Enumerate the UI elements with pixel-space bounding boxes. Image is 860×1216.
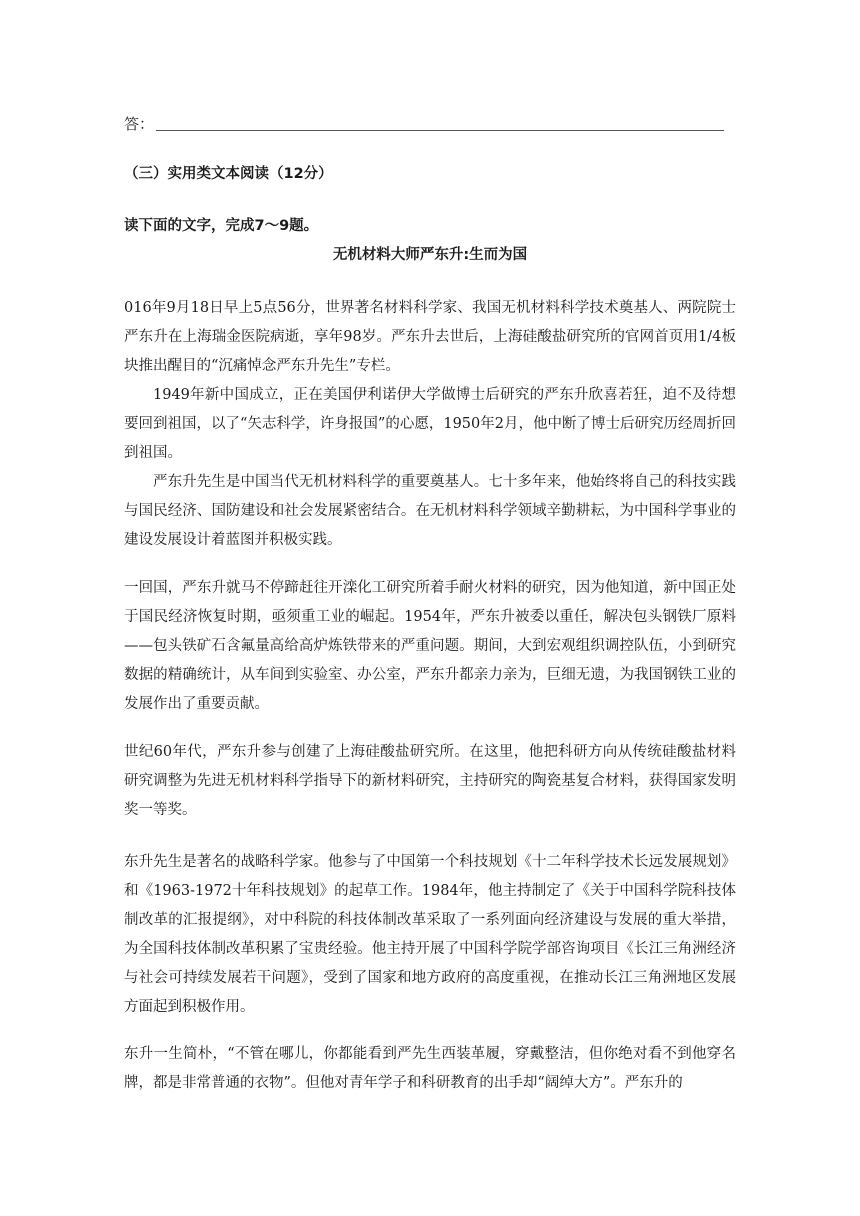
article-title: 无机材料大师严东升:生而为国: [332, 247, 528, 263]
answer-line[interactable]: [124, 112, 724, 134]
article-paragraph: 1949年新中国成立，正在美国伊利诺伊大学做博士后研究的严东升欣喜若狂，迫不及待想要回到祖国，以了“矢志科学，许身报国”的心愿，1950年2月，他中断了博士后研究历经周折回到祖国。: [124, 387, 736, 461]
article-paragraph: 严东升先生是中国当代无机材料科学的重要奠基人。七十多年来，他始终将自己的科技实践与国民经济、国防建设和社会发展紧密结合。在无机材料科学领域辛勤耕耘，为中国科学事业的建设发展设计着蓝图并积极实践。: [124, 474, 736, 548]
article-paragraph: 世纪60年代，严东升参与创建了上海硅酸盐研究所。在这里，他把科研方向从传统硅酸盐材料研究调整为先进无机材料科学指导下的新材料研究，主持研究的陶瓷基复合材料，获得国家发明奖一等奖。: [124, 744, 736, 818]
section-heading: （三）实用类文本阅读（12分）: [124, 166, 333, 182]
article-paragraph: 东升先生是著名的战略科学家。他参与了中国第一个科技规划《十二年科学技术长远发展规划》和《1963-1972十年科技规划》的起草工作。1984年，他主持制定了《关于中国科学院科技体制改革的汇报提纲》，对中科院的科技体制改革采取了一系列面向经济建设与发展的重大举措，为全国科技体制改革积累了宝贵经验。他主持开展了中国科学院学部咨询项目《长江三角洲经济与社会可持续发展若干问题》，受到了国家和地方政府的高度重视，在推动长江三角洲地区发展方面起到积极作用。: [124, 854, 736, 1015]
reading-instruction: 读下面的文字，完成7～9题。: [124, 218, 319, 234]
article-paragraph: 016年9月18日早上5点56分，世界著名材料科学家、我国无机材料科学技术奠基人、两院院士严东升在上海瑞金医院病逝，享年98岁。严东升去世后，上海硅酸盐研究所的官网首页用1/4板块推出醒目的“沉痛悼念严东升先生”专栏。: [124, 300, 736, 374]
article-paragraph: 东升一生简朴，“不管在哪儿，你都能看到严先生西装革履，穿戴整洁，但你绝对看不到他穿名牌，都是非常普通的衣物”。但他对青年学子和科研教育的出手却“阔绰大方”。严东升的: [124, 1046, 736, 1091]
article-paragraph: 一回国，严东升就马不停蹄赶往开滦化工研究所着手耐火材料的研究，因为他知道，新中国正处于国民经济恢复时期，亟须重工业的崛起。1954年，严东升被委以重任，解决包头钢铁厂原料——包头铁矿石含氟量高给高炉炼铁带来的严重问题。期间，大到宏观组织调控队伍，小到研究数据的精确统计，从车间到实验室、办公室，严东升都亲力亲为，巨细无遗，为我国钢铁工业的发展作出了重要贡献。: [124, 580, 736, 712]
answer-blank[interactable]: [156, 130, 724, 131]
answer-label: 答：: [124, 115, 155, 133]
